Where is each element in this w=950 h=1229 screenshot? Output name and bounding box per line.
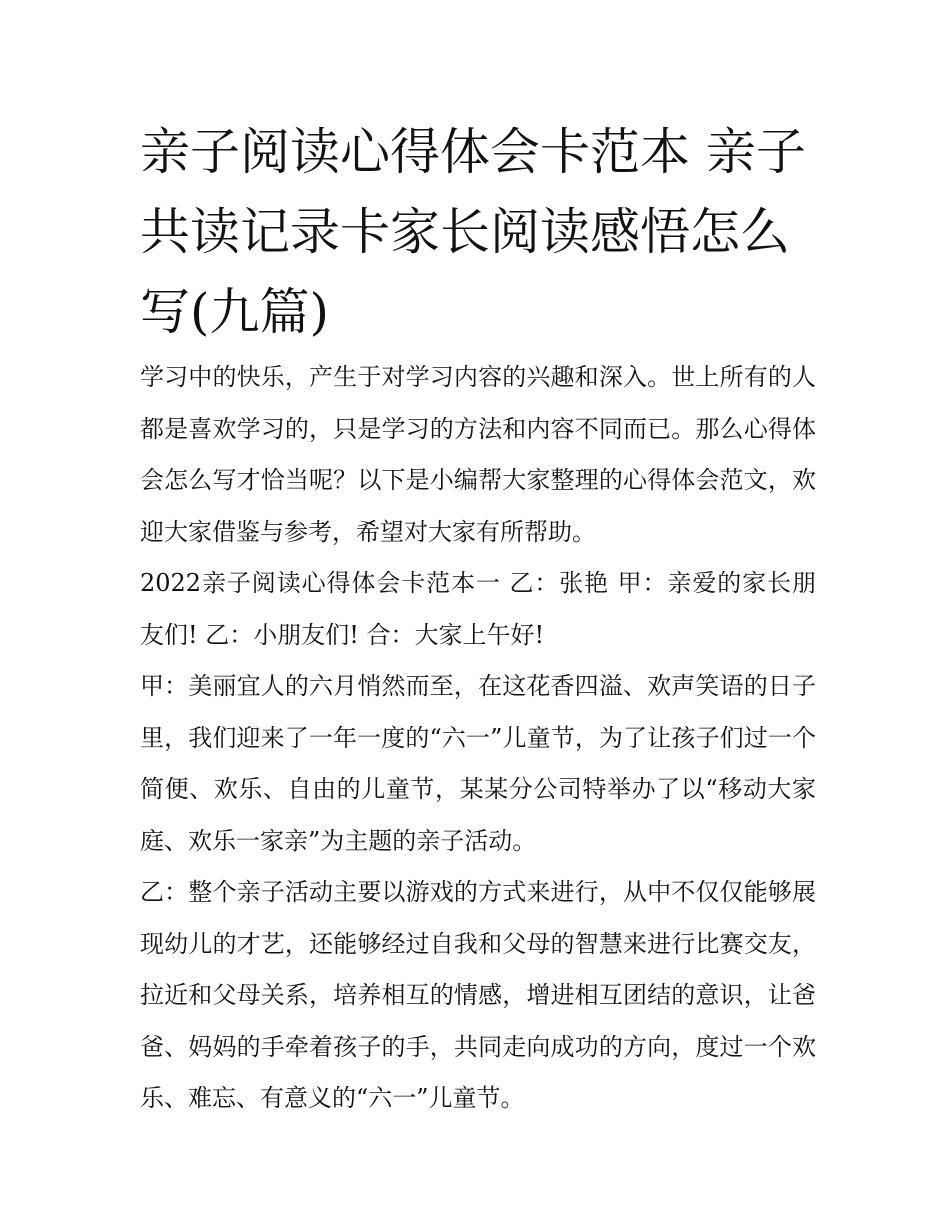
intro-paragraph: 学习中的快乐，产生于对学习内容的兴趣和深入。世上所有的人都是喜欢学习的，只是学习的方法和内容不同而已。那么心得体会怎么写才恰当呢？以下是小编帮大家整理的心得体会范文，欢迎大家借鉴与参考，希望对大家有所帮助。 — [140, 363, 816, 546]
body-paragraph: 甲：美丽宜人的六月悄然而至，在这花香四溢、欢声笑语的日子里，我们迎来了一年一度的“六一”儿童节，为了让孩子们过一个简便、欢乐、自由的儿童节，某某分公司特举办了以“移动大家庭、欢乐一家亲”为主题的亲子活动。 — [140, 672, 816, 855]
document-body — [140, 352, 816, 1125]
body-paragraph: 乙：整个亲子活动主要以游戏的方式来进行，从中不仅仅能够展现幼儿的才艺，还能够经过自我和父母的智慧来进行比赛交友，拉近和父母关系，培养相互的情感，增进相互团结的意识，让爸爸、妈妈的手牵着孩子的手，共同走向成功的方向，度过一个欢乐、难忘、有意义的“六一”儿童节。 — [140, 878, 816, 1112]
document-title: 亲子阅读心得体会卡范本 亲子共读记录卡家长阅读感悟怎么写(九篇) — [140, 123, 806, 341]
section-heading-paragraph: 2022亲子阅读心得体会卡范本一 乙：张艳 甲：亲爱的家长朋友们! 乙：小朋友们! 合：大家上午好! — [140, 569, 816, 649]
